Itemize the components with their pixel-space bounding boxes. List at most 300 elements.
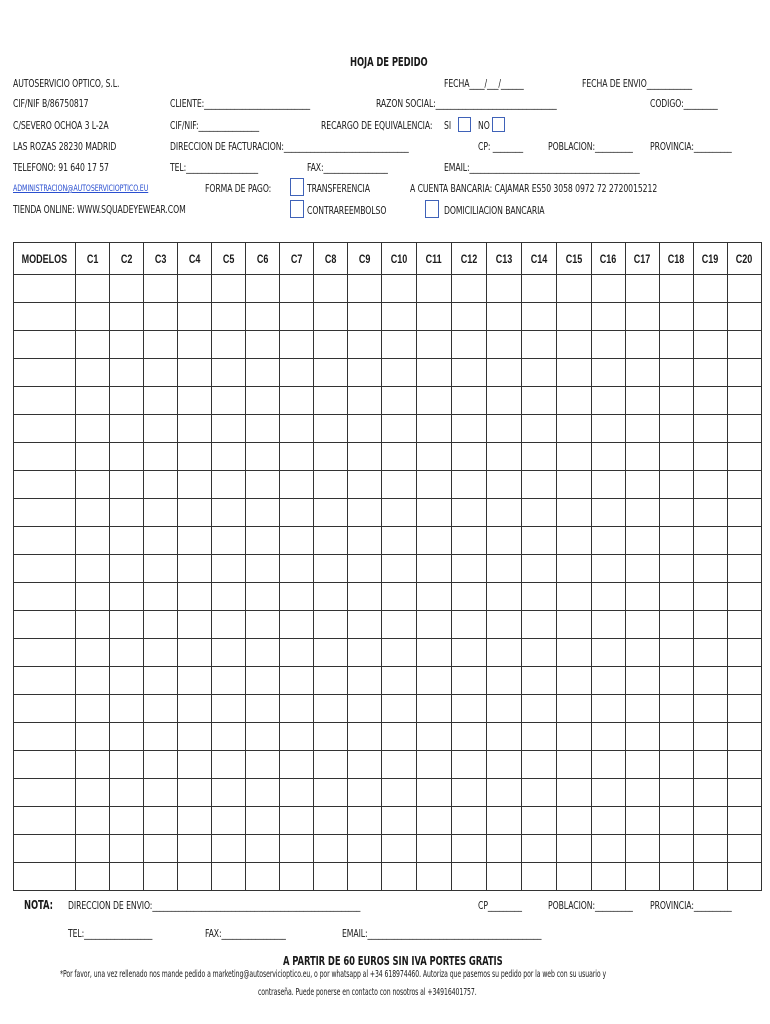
- quantity-cell[interactable]: [556, 443, 591, 471]
- quantity-cell[interactable]: [279, 443, 313, 471]
- quantity-cell[interactable]: [109, 779, 143, 807]
- cp-field[interactable]: CP: ________: [478, 140, 524, 153]
- quantity-cell[interactable]: [75, 387, 109, 415]
- quantity-cell[interactable]: [416, 387, 451, 415]
- modelo-cell[interactable]: [14, 723, 76, 751]
- quantity-cell[interactable]: [556, 583, 591, 611]
- codigo-field[interactable]: CODIGO:_________: [650, 97, 718, 110]
- quantity-cell[interactable]: [693, 387, 727, 415]
- quantity-cell[interactable]: [279, 471, 313, 499]
- quantity-cell[interactable]: [591, 527, 625, 555]
- quantity-cell[interactable]: [347, 331, 381, 359]
- quantity-cell[interactable]: [416, 555, 451, 583]
- quantity-cell[interactable]: [591, 359, 625, 387]
- quantity-cell[interactable]: [211, 723, 245, 751]
- quantity-cell[interactable]: [279, 415, 313, 443]
- modelo-cell[interactable]: [14, 807, 76, 835]
- quantity-cell[interactable]: [693, 807, 727, 835]
- quantity-cell[interactable]: [279, 667, 313, 695]
- modelo-cell[interactable]: [14, 359, 76, 387]
- quantity-cell[interactable]: [109, 359, 143, 387]
- tel-field[interactable]: TEL:___________________: [170, 161, 259, 174]
- quantity-cell[interactable]: [313, 555, 347, 583]
- quantity-cell[interactable]: [143, 331, 177, 359]
- quantity-cell[interactable]: [279, 359, 313, 387]
- quantity-cell[interactable]: [245, 639, 279, 667]
- quantity-cell[interactable]: [143, 835, 177, 863]
- provincia-field[interactable]: PROVINCIA:__________: [650, 140, 732, 153]
- quantity-cell[interactable]: [75, 583, 109, 611]
- quantity-cell[interactable]: [143, 303, 177, 331]
- quantity-cell[interactable]: [177, 331, 211, 359]
- quantity-cell[interactable]: [245, 303, 279, 331]
- quantity-cell[interactable]: [347, 443, 381, 471]
- quantity-cell[interactable]: [245, 471, 279, 499]
- quantity-cell[interactable]: [591, 387, 625, 415]
- quantity-cell[interactable]: [143, 695, 177, 723]
- quantity-cell[interactable]: [143, 779, 177, 807]
- recargo-si-checkbox[interactable]: [458, 117, 471, 132]
- modelo-cell[interactable]: [14, 387, 76, 415]
- quantity-cell[interactable]: [486, 471, 521, 499]
- quantity-cell[interactable]: [486, 863, 521, 891]
- quantity-cell[interactable]: [486, 359, 521, 387]
- quantity-cell[interactable]: [347, 779, 381, 807]
- quantity-cell[interactable]: [313, 443, 347, 471]
- quantity-cell[interactable]: [416, 779, 451, 807]
- quantity-cell[interactable]: [591, 807, 625, 835]
- quantity-cell[interactable]: [109, 471, 143, 499]
- quantity-cell[interactable]: [75, 527, 109, 555]
- quantity-cell[interactable]: [693, 779, 727, 807]
- quantity-cell[interactable]: [416, 751, 451, 779]
- quantity-cell[interactable]: [625, 387, 659, 415]
- quantity-cell[interactable]: [521, 331, 556, 359]
- quantity-cell[interactable]: [451, 695, 486, 723]
- quantity-cell[interactable]: [416, 527, 451, 555]
- quantity-cell[interactable]: [109, 443, 143, 471]
- quantity-cell[interactable]: [416, 863, 451, 891]
- quantity-cell[interactable]: [727, 723, 761, 751]
- quantity-cell[interactable]: [727, 807, 761, 835]
- quantity-cell[interactable]: [75, 695, 109, 723]
- quantity-cell[interactable]: [556, 527, 591, 555]
- recargo-no-checkbox[interactable]: [492, 117, 505, 132]
- quantity-cell[interactable]: [556, 331, 591, 359]
- quantity-cell[interactable]: [556, 499, 591, 527]
- quantity-cell[interactable]: [521, 555, 556, 583]
- quantity-cell[interactable]: [109, 331, 143, 359]
- quantity-cell[interactable]: [381, 835, 416, 863]
- quantity-cell[interactable]: [625, 359, 659, 387]
- quantity-cell[interactable]: [313, 639, 347, 667]
- quantity-cell[interactable]: [521, 751, 556, 779]
- quantity-cell[interactable]: [177, 667, 211, 695]
- quantity-cell[interactable]: [75, 499, 109, 527]
- quantity-cell[interactable]: [109, 499, 143, 527]
- quantity-cell[interactable]: [591, 471, 625, 499]
- quantity-cell[interactable]: [625, 331, 659, 359]
- quantity-cell[interactable]: [279, 639, 313, 667]
- quantity-cell[interactable]: [521, 415, 556, 443]
- quantity-cell[interactable]: [521, 527, 556, 555]
- quantity-cell[interactable]: [451, 527, 486, 555]
- quantity-cell[interactable]: [659, 695, 693, 723]
- quantity-cell[interactable]: [143, 499, 177, 527]
- quantity-cell[interactable]: [591, 275, 625, 303]
- quantity-cell[interactable]: [693, 443, 727, 471]
- quantity-cell[interactable]: [109, 863, 143, 891]
- quantity-cell[interactable]: [556, 723, 591, 751]
- quantity-cell[interactable]: [727, 471, 761, 499]
- quantity-cell[interactable]: [279, 499, 313, 527]
- quantity-cell[interactable]: [625, 723, 659, 751]
- quantity-cell[interactable]: [279, 331, 313, 359]
- quantity-cell[interactable]: [625, 275, 659, 303]
- quantity-cell[interactable]: [279, 723, 313, 751]
- quantity-cell[interactable]: [451, 779, 486, 807]
- quantity-cell[interactable]: [451, 471, 486, 499]
- quantity-cell[interactable]: [381, 723, 416, 751]
- quantity-cell[interactable]: [693, 359, 727, 387]
- quantity-cell[interactable]: [143, 723, 177, 751]
- quantity-cell[interactable]: [451, 583, 486, 611]
- quantity-cell[interactable]: [211, 387, 245, 415]
- quantity-cell[interactable]: [486, 443, 521, 471]
- quantity-cell[interactable]: [486, 331, 521, 359]
- quantity-cell[interactable]: [591, 667, 625, 695]
- quantity-cell[interactable]: [381, 555, 416, 583]
- quantity-cell[interactable]: [659, 387, 693, 415]
- quantity-cell[interactable]: [451, 415, 486, 443]
- quantity-cell[interactable]: [727, 387, 761, 415]
- quantity-cell[interactable]: [211, 415, 245, 443]
- modelo-cell[interactable]: [14, 583, 76, 611]
- quantity-cell[interactable]: [347, 835, 381, 863]
- quantity-cell[interactable]: [313, 583, 347, 611]
- quantity-cell[interactable]: [313, 863, 347, 891]
- quantity-cell[interactable]: [313, 723, 347, 751]
- quantity-cell[interactable]: [556, 863, 591, 891]
- quantity-cell[interactable]: [347, 667, 381, 695]
- quantity-cell[interactable]: [693, 583, 727, 611]
- footer-fax-field[interactable]: FAX:_________________: [205, 927, 286, 940]
- quantity-cell[interactable]: [625, 527, 659, 555]
- quantity-cell[interactable]: [556, 359, 591, 387]
- quantity-cell[interactable]: [693, 499, 727, 527]
- quantity-cell[interactable]: [245, 695, 279, 723]
- quantity-cell[interactable]: [556, 807, 591, 835]
- quantity-cell[interactable]: [416, 303, 451, 331]
- quantity-cell[interactable]: [177, 723, 211, 751]
- quantity-cell[interactable]: [416, 499, 451, 527]
- quantity-cell[interactable]: [659, 667, 693, 695]
- quantity-cell[interactable]: [381, 695, 416, 723]
- quantity-cell[interactable]: [177, 387, 211, 415]
- quantity-cell[interactable]: [75, 807, 109, 835]
- quantity-cell[interactable]: [659, 499, 693, 527]
- quantity-cell[interactable]: [381, 331, 416, 359]
- quantity-cell[interactable]: [521, 275, 556, 303]
- quantity-cell[interactable]: [451, 275, 486, 303]
- quantity-cell[interactable]: [177, 415, 211, 443]
- modelo-cell[interactable]: [14, 667, 76, 695]
- quantity-cell[interactable]: [245, 835, 279, 863]
- quantity-cell[interactable]: [279, 835, 313, 863]
- quantity-cell[interactable]: [556, 611, 591, 639]
- email-field[interactable]: EMAIL:_____________________________________________: [444, 161, 640, 174]
- quantity-cell[interactable]: [556, 275, 591, 303]
- quantity-cell[interactable]: [659, 527, 693, 555]
- quantity-cell[interactable]: [177, 835, 211, 863]
- quantity-cell[interactable]: [177, 303, 211, 331]
- footer-cp-field[interactable]: CP_________: [478, 899, 522, 912]
- quantity-cell[interactable]: [245, 275, 279, 303]
- quantity-cell[interactable]: [245, 555, 279, 583]
- modelo-cell[interactable]: [14, 331, 76, 359]
- quantity-cell[interactable]: [211, 611, 245, 639]
- modelo-cell[interactable]: [14, 471, 76, 499]
- quantity-cell[interactable]: [486, 779, 521, 807]
- quantity-cell[interactable]: [727, 443, 761, 471]
- quantity-cell[interactable]: [727, 555, 761, 583]
- quantity-cell[interactable]: [143, 415, 177, 443]
- quantity-cell[interactable]: [381, 415, 416, 443]
- modelo-cell[interactable]: [14, 555, 76, 583]
- quantity-cell[interactable]: [416, 443, 451, 471]
- quantity-cell[interactable]: [625, 751, 659, 779]
- quantity-cell[interactable]: [211, 303, 245, 331]
- quantity-cell[interactable]: [693, 639, 727, 667]
- quantity-cell[interactable]: [693, 863, 727, 891]
- quantity-cell[interactable]: [693, 723, 727, 751]
- quantity-cell[interactable]: [625, 807, 659, 835]
- quantity-cell[interactable]: [693, 751, 727, 779]
- quantity-cell[interactable]: [381, 639, 416, 667]
- quantity-cell[interactable]: [556, 415, 591, 443]
- quantity-cell[interactable]: [451, 835, 486, 863]
- domiciliacion-checkbox[interactable]: [425, 200, 439, 218]
- modelo-cell[interactable]: [14, 835, 76, 863]
- quantity-cell[interactable]: [75, 751, 109, 779]
- quantity-cell[interactable]: [727, 639, 761, 667]
- quantity-cell[interactable]: [245, 807, 279, 835]
- quantity-cell[interactable]: [451, 751, 486, 779]
- quantity-cell[interactable]: [727, 583, 761, 611]
- quantity-cell[interactable]: [75, 863, 109, 891]
- quantity-cell[interactable]: [727, 751, 761, 779]
- quantity-cell[interactable]: [693, 275, 727, 303]
- quantity-cell[interactable]: [727, 835, 761, 863]
- fax-field[interactable]: FAX:_________________: [307, 161, 388, 174]
- quantity-cell[interactable]: [727, 695, 761, 723]
- quantity-cell[interactable]: [556, 835, 591, 863]
- quantity-cell[interactable]: [279, 751, 313, 779]
- quantity-cell[interactable]: [659, 835, 693, 863]
- quantity-cell[interactable]: [211, 835, 245, 863]
- footer-email-field[interactable]: EMAIL:______________________________________________: [342, 927, 542, 940]
- cliente-field[interactable]: CLIENTE:____________________________: [170, 97, 311, 110]
- quantity-cell[interactable]: [75, 443, 109, 471]
- quantity-cell[interactable]: [279, 583, 313, 611]
- modelo-cell[interactable]: [14, 499, 76, 527]
- quantity-cell[interactable]: [591, 443, 625, 471]
- quantity-cell[interactable]: [109, 807, 143, 835]
- quantity-cell[interactable]: [109, 695, 143, 723]
- quantity-cell[interactable]: [451, 359, 486, 387]
- quantity-cell[interactable]: [451, 807, 486, 835]
- quantity-cell[interactable]: [451, 387, 486, 415]
- quantity-cell[interactable]: [625, 555, 659, 583]
- quantity-cell[interactable]: [177, 779, 211, 807]
- quantity-cell[interactable]: [211, 863, 245, 891]
- quantity-cell[interactable]: [521, 667, 556, 695]
- quantity-cell[interactable]: [486, 499, 521, 527]
- quantity-cell[interactable]: [279, 807, 313, 835]
- quantity-cell[interactable]: [727, 863, 761, 891]
- quantity-cell[interactable]: [279, 303, 313, 331]
- quantity-cell[interactable]: [313, 303, 347, 331]
- quantity-cell[interactable]: [591, 303, 625, 331]
- quantity-cell[interactable]: [347, 499, 381, 527]
- quantity-cell[interactable]: [486, 583, 521, 611]
- quantity-cell[interactable]: [625, 863, 659, 891]
- quantity-cell[interactable]: [727, 275, 761, 303]
- quantity-cell[interactable]: [381, 359, 416, 387]
- quantity-cell[interactable]: [625, 471, 659, 499]
- quantity-cell[interactable]: [486, 807, 521, 835]
- quantity-cell[interactable]: [416, 695, 451, 723]
- quantity-cell[interactable]: [177, 275, 211, 303]
- poblacion-field[interactable]: POBLACION:__________: [548, 140, 633, 153]
- quantity-cell[interactable]: [75, 275, 109, 303]
- quantity-cell[interactable]: [521, 835, 556, 863]
- quantity-cell[interactable]: [381, 471, 416, 499]
- quantity-cell[interactable]: [109, 387, 143, 415]
- quantity-cell[interactable]: [451, 443, 486, 471]
- quantity-cell[interactable]: [381, 303, 416, 331]
- quantity-cell[interactable]: [727, 359, 761, 387]
- quantity-cell[interactable]: [347, 555, 381, 583]
- quantity-cell[interactable]: [416, 807, 451, 835]
- quantity-cell[interactable]: [75, 555, 109, 583]
- quantity-cell[interactable]: [486, 387, 521, 415]
- footer-provincia-field[interactable]: PROVINCIA:__________: [650, 899, 732, 912]
- quantity-cell[interactable]: [416, 639, 451, 667]
- quantity-cell[interactable]: [381, 443, 416, 471]
- quantity-cell[interactable]: [381, 779, 416, 807]
- quantity-cell[interactable]: [211, 667, 245, 695]
- quantity-cell[interactable]: [313, 779, 347, 807]
- quantity-cell[interactable]: [245, 751, 279, 779]
- quantity-cell[interactable]: [591, 639, 625, 667]
- quantity-cell[interactable]: [591, 555, 625, 583]
- quantity-cell[interactable]: [143, 863, 177, 891]
- quantity-cell[interactable]: [347, 415, 381, 443]
- quantity-cell[interactable]: [625, 499, 659, 527]
- quantity-cell[interactable]: [556, 471, 591, 499]
- quantity-cell[interactable]: [75, 611, 109, 639]
- quantity-cell[interactable]: [727, 611, 761, 639]
- quantity-cell[interactable]: [659, 583, 693, 611]
- quantity-cell[interactable]: [556, 555, 591, 583]
- quantity-cell[interactable]: [416, 723, 451, 751]
- quantity-cell[interactable]: [109, 415, 143, 443]
- modelo-cell[interactable]: [14, 695, 76, 723]
- modelo-cell[interactable]: [14, 779, 76, 807]
- quantity-cell[interactable]: [245, 667, 279, 695]
- quantity-cell[interactable]: [625, 779, 659, 807]
- quantity-cell[interactable]: [245, 415, 279, 443]
- quantity-cell[interactable]: [451, 611, 486, 639]
- company-email-link[interactable]: ADMINISTRACION@AUTOSERVICIOPTICO.EU: [13, 184, 149, 194]
- quantity-cell[interactable]: [381, 583, 416, 611]
- quantity-cell[interactable]: [693, 611, 727, 639]
- quantity-cell[interactable]: [279, 611, 313, 639]
- quantity-cell[interactable]: [381, 863, 416, 891]
- quantity-cell[interactable]: [727, 527, 761, 555]
- quantity-cell[interactable]: [659, 415, 693, 443]
- quantity-cell[interactable]: [556, 667, 591, 695]
- quantity-cell[interactable]: [177, 751, 211, 779]
- quantity-cell[interactable]: [659, 471, 693, 499]
- quantity-cell[interactable]: [556, 751, 591, 779]
- quantity-cell[interactable]: [313, 667, 347, 695]
- quantity-cell[interactable]: [109, 667, 143, 695]
- quantity-cell[interactable]: [486, 639, 521, 667]
- quantity-cell[interactable]: [416, 275, 451, 303]
- quantity-cell[interactable]: [109, 583, 143, 611]
- quantity-cell[interactable]: [211, 639, 245, 667]
- quantity-cell[interactable]: [143, 359, 177, 387]
- quantity-cell[interactable]: [177, 555, 211, 583]
- quantity-cell[interactable]: [381, 499, 416, 527]
- quantity-cell[interactable]: [659, 359, 693, 387]
- quantity-cell[interactable]: [143, 275, 177, 303]
- quantity-cell[interactable]: [451, 499, 486, 527]
- quantity-cell[interactable]: [313, 751, 347, 779]
- quantity-cell[interactable]: [211, 527, 245, 555]
- quantity-cell[interactable]: [143, 527, 177, 555]
- quantity-cell[interactable]: [313, 807, 347, 835]
- modelo-cell[interactable]: [14, 415, 76, 443]
- fecha-envio-field[interactable]: FECHA DE ENVIO____________: [582, 77, 693, 90]
- quantity-cell[interactable]: [591, 331, 625, 359]
- contrareembolso-checkbox[interactable]: [290, 200, 304, 218]
- quantity-cell[interactable]: [381, 807, 416, 835]
- quantity-cell[interactable]: [659, 863, 693, 891]
- quantity-cell[interactable]: [591, 723, 625, 751]
- quantity-cell[interactable]: [75, 303, 109, 331]
- quantity-cell[interactable]: [659, 639, 693, 667]
- quantity-cell[interactable]: [75, 359, 109, 387]
- quantity-cell[interactable]: [279, 779, 313, 807]
- quantity-cell[interactable]: [693, 331, 727, 359]
- quantity-cell[interactable]: [177, 639, 211, 667]
- quantity-cell[interactable]: [521, 807, 556, 835]
- quantity-cell[interactable]: [279, 527, 313, 555]
- quantity-cell[interactable]: [416, 835, 451, 863]
- quantity-cell[interactable]: [109, 303, 143, 331]
- quantity-cell[interactable]: [347, 583, 381, 611]
- quantity-cell[interactable]: [75, 331, 109, 359]
- quantity-cell[interactable]: [727, 415, 761, 443]
- quantity-cell[interactable]: [486, 751, 521, 779]
- quantity-cell[interactable]: [659, 751, 693, 779]
- quantity-cell[interactable]: [381, 751, 416, 779]
- quantity-cell[interactable]: [521, 583, 556, 611]
- quantity-cell[interactable]: [486, 527, 521, 555]
